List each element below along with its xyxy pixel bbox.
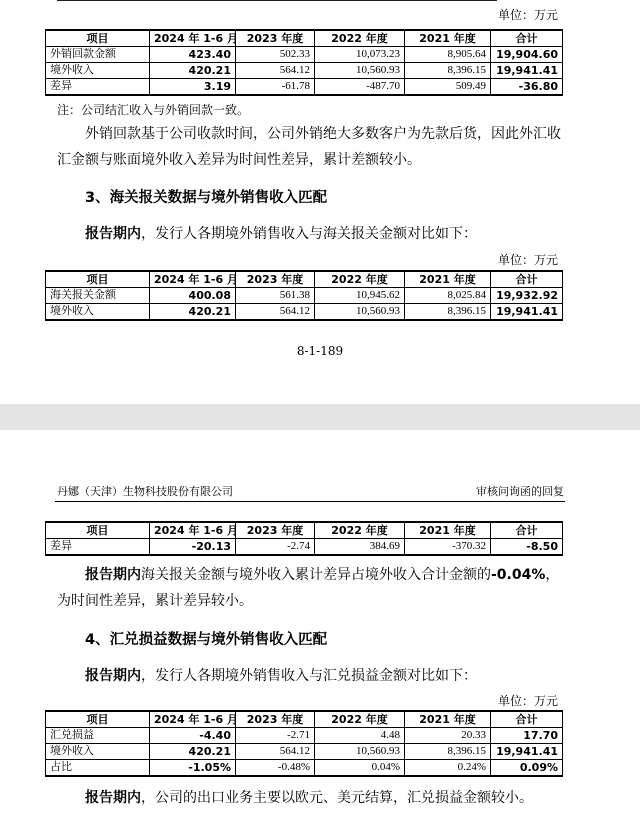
table-foreign-receipts	[45, 29, 563, 96]
col-header: 2023 年度	[236, 522, 315, 539]
row-label: 境外收入	[46, 744, 150, 760]
paragraph-text: ，发行人各期境外销售收入与汇兑损益金额对比如下：	[141, 668, 477, 684]
table-row	[46, 728, 563, 744]
table-row	[46, 288, 563, 304]
paragraph	[57, 562, 572, 614]
page-separator	[0, 404, 640, 430]
col-header: 项目	[46, 711, 150, 728]
col-header: 2023 年度	[236, 711, 315, 728]
table-cell: 10,560.93	[315, 63, 405, 79]
table-row	[46, 744, 563, 760]
table-cell: 10,073.23	[315, 47, 405, 63]
row-label: 境外收入	[46, 304, 150, 321]
table-row	[46, 47, 563, 63]
col-header: 项目	[46, 30, 150, 47]
table-cell: -0.48%	[236, 760, 315, 777]
row-label: 差异	[46, 79, 150, 96]
row-label: 差异	[46, 539, 150, 556]
col-header: 合计	[491, 522, 563, 539]
paragraph-text: ，公司的出口业务主要以欧元、美元结算，汇兑损益金额较小。	[141, 790, 533, 806]
table-row	[46, 539, 563, 556]
table-cell: 8,905.64	[405, 47, 491, 63]
paragraph: 外销回款基于公司收款时间，公司外销绝大多数客户为先款后货，因此外汇收汇金额与账面境外收入差异为时间性差异，累计差额较小。	[57, 126, 561, 168]
col-header: 2022 年度	[315, 271, 405, 288]
unit-label: 单位：万元	[497, 8, 558, 22]
table-cell: 384.69	[315, 539, 405, 556]
table-header-row	[46, 711, 563, 728]
table-cell: 420.21	[150, 744, 236, 760]
paragraph-text: 海关报关金额与境外收入累计差异占境外收入合计金额的	[141, 567, 491, 583]
col-header: 2024 年 1-6 月	[150, 271, 236, 288]
table-cell: 420.21	[150, 63, 236, 79]
col-header: 合计	[491, 271, 563, 288]
paragraph-text: ，发行人各期境外销售收入与海关报关金额对比如下：	[141, 226, 477, 242]
bold-lead: 报告期内	[85, 790, 141, 806]
col-header: 项目	[46, 522, 150, 539]
table-cell: -36.80	[491, 79, 563, 96]
document-page-upper	[0, 0, 640, 404]
table-cell: 10,560.93	[315, 304, 405, 321]
col-header: 2021 年度	[405, 30, 491, 47]
table-cell: 3.19	[150, 79, 236, 96]
table-cell: 19,941.41	[491, 744, 563, 760]
unit-label: 单位：万元	[497, 253, 558, 267]
paragraph	[57, 663, 567, 689]
table-cell: -4.40	[150, 728, 236, 744]
col-header: 2022 年度	[315, 711, 405, 728]
table-cell: 564.12	[236, 63, 315, 79]
table-cell: 17.70	[491, 728, 563, 744]
table-cell: 420.21	[150, 304, 236, 321]
table-cell: -61.78	[236, 79, 315, 96]
col-header: 合计	[491, 711, 563, 728]
table-cell: 502.33	[236, 47, 315, 63]
row-label: 占比	[46, 760, 150, 777]
row-label: 外销回款金额	[46, 47, 150, 63]
page-number: 8-1-189	[296, 344, 344, 358]
table-cell: 509.49	[405, 79, 491, 96]
header-rule	[55, 501, 565, 502]
col-header: 2021 年度	[405, 711, 491, 728]
col-header: 2021 年度	[405, 522, 491, 539]
paragraph-text: ，为时间性差异，累计差异较小。	[57, 567, 560, 609]
table-cell: -2.74	[236, 539, 315, 556]
col-header: 2023 年度	[236, 30, 315, 47]
col-header: 2022 年度	[315, 30, 405, 47]
bold-lead: 报告期内	[85, 668, 141, 684]
table-cell: 561.38	[236, 288, 315, 304]
table-note: 注：公司结汇收入与外销回款一致。	[57, 103, 250, 117]
table-cell: 8,025.84	[405, 288, 491, 304]
table-cell: 19,941.41	[491, 63, 563, 79]
table-row	[46, 63, 563, 79]
table-cell: -8.50	[491, 539, 563, 556]
table-header-row	[46, 30, 563, 47]
paragraph	[57, 785, 567, 811]
table-cell: 564.12	[236, 304, 315, 321]
header-title: 审核问询函的回复	[476, 485, 564, 498]
bold-lead: 报告期内	[85, 567, 141, 583]
col-header: 2022 年度	[315, 522, 405, 539]
clipped-text-line	[57, 0, 567, 3]
table-cell: -370.32	[405, 539, 491, 556]
table-cell: 19,941.41	[491, 304, 563, 321]
table-cell: 0.24%	[405, 760, 491, 777]
table-cell: 8,396.15	[405, 304, 491, 321]
col-header: 合计	[491, 30, 563, 47]
row-label: 境外收入	[46, 63, 150, 79]
row-label: 汇兑损益	[46, 728, 150, 744]
col-header: 项目	[46, 271, 150, 288]
paragraph	[57, 221, 567, 247]
table-cell: 19,904.60	[491, 47, 563, 63]
unit-label: 单位：万元	[497, 694, 558, 708]
col-header: 2023 年度	[236, 271, 315, 288]
col-header: 2024 年 1-6 月	[150, 30, 236, 47]
table-cell: 0.09%	[491, 760, 563, 777]
table-fx-gain-loss	[45, 710, 563, 777]
col-header: 2021 年度	[405, 271, 491, 288]
col-header: 2024 年 1-6 月	[150, 522, 236, 539]
table-row	[46, 760, 563, 777]
table-cell: 20.33	[405, 728, 491, 744]
table-customs-continued	[45, 521, 563, 556]
percent-value: -0.04%	[491, 567, 546, 583]
table-cell: -2.71	[236, 728, 315, 744]
col-header: 2024 年 1-6 月	[150, 711, 236, 728]
table-cell: 423.40	[150, 47, 236, 63]
table-row	[46, 79, 563, 96]
table-cell: 8,396.15	[405, 63, 491, 79]
table-customs	[45, 270, 563, 321]
row-label: 海关报关金额	[46, 288, 150, 304]
table-cell: 564.12	[236, 744, 315, 760]
table-cell: -487.70	[315, 79, 405, 96]
table-header-row	[46, 271, 563, 288]
table-cell: 4.48	[315, 728, 405, 744]
header-company: 丹娜（天津）生物科技股份有限公司	[57, 485, 233, 498]
bold-lead: 报告期内	[85, 226, 141, 242]
table-cell: 0.04%	[315, 760, 405, 777]
document-page-lower	[0, 430, 640, 813]
table-cell: 19,932.92	[491, 288, 563, 304]
table-cell: 10,560.93	[315, 744, 405, 760]
table-cell: 10,945.62	[315, 288, 405, 304]
table-row	[46, 304, 563, 321]
table-cell: -1.05%	[150, 760, 236, 777]
table-cell: 8,396.15	[405, 744, 491, 760]
section-heading: 3、海关报关数据与境外销售收入匹配	[85, 190, 328, 206]
table-cell: -20.13	[150, 539, 236, 556]
table-cell: 400.08	[150, 288, 236, 304]
table-header-row	[46, 522, 563, 539]
section-heading: 4、汇兑损益数据与境外销售收入匹配	[85, 632, 328, 648]
